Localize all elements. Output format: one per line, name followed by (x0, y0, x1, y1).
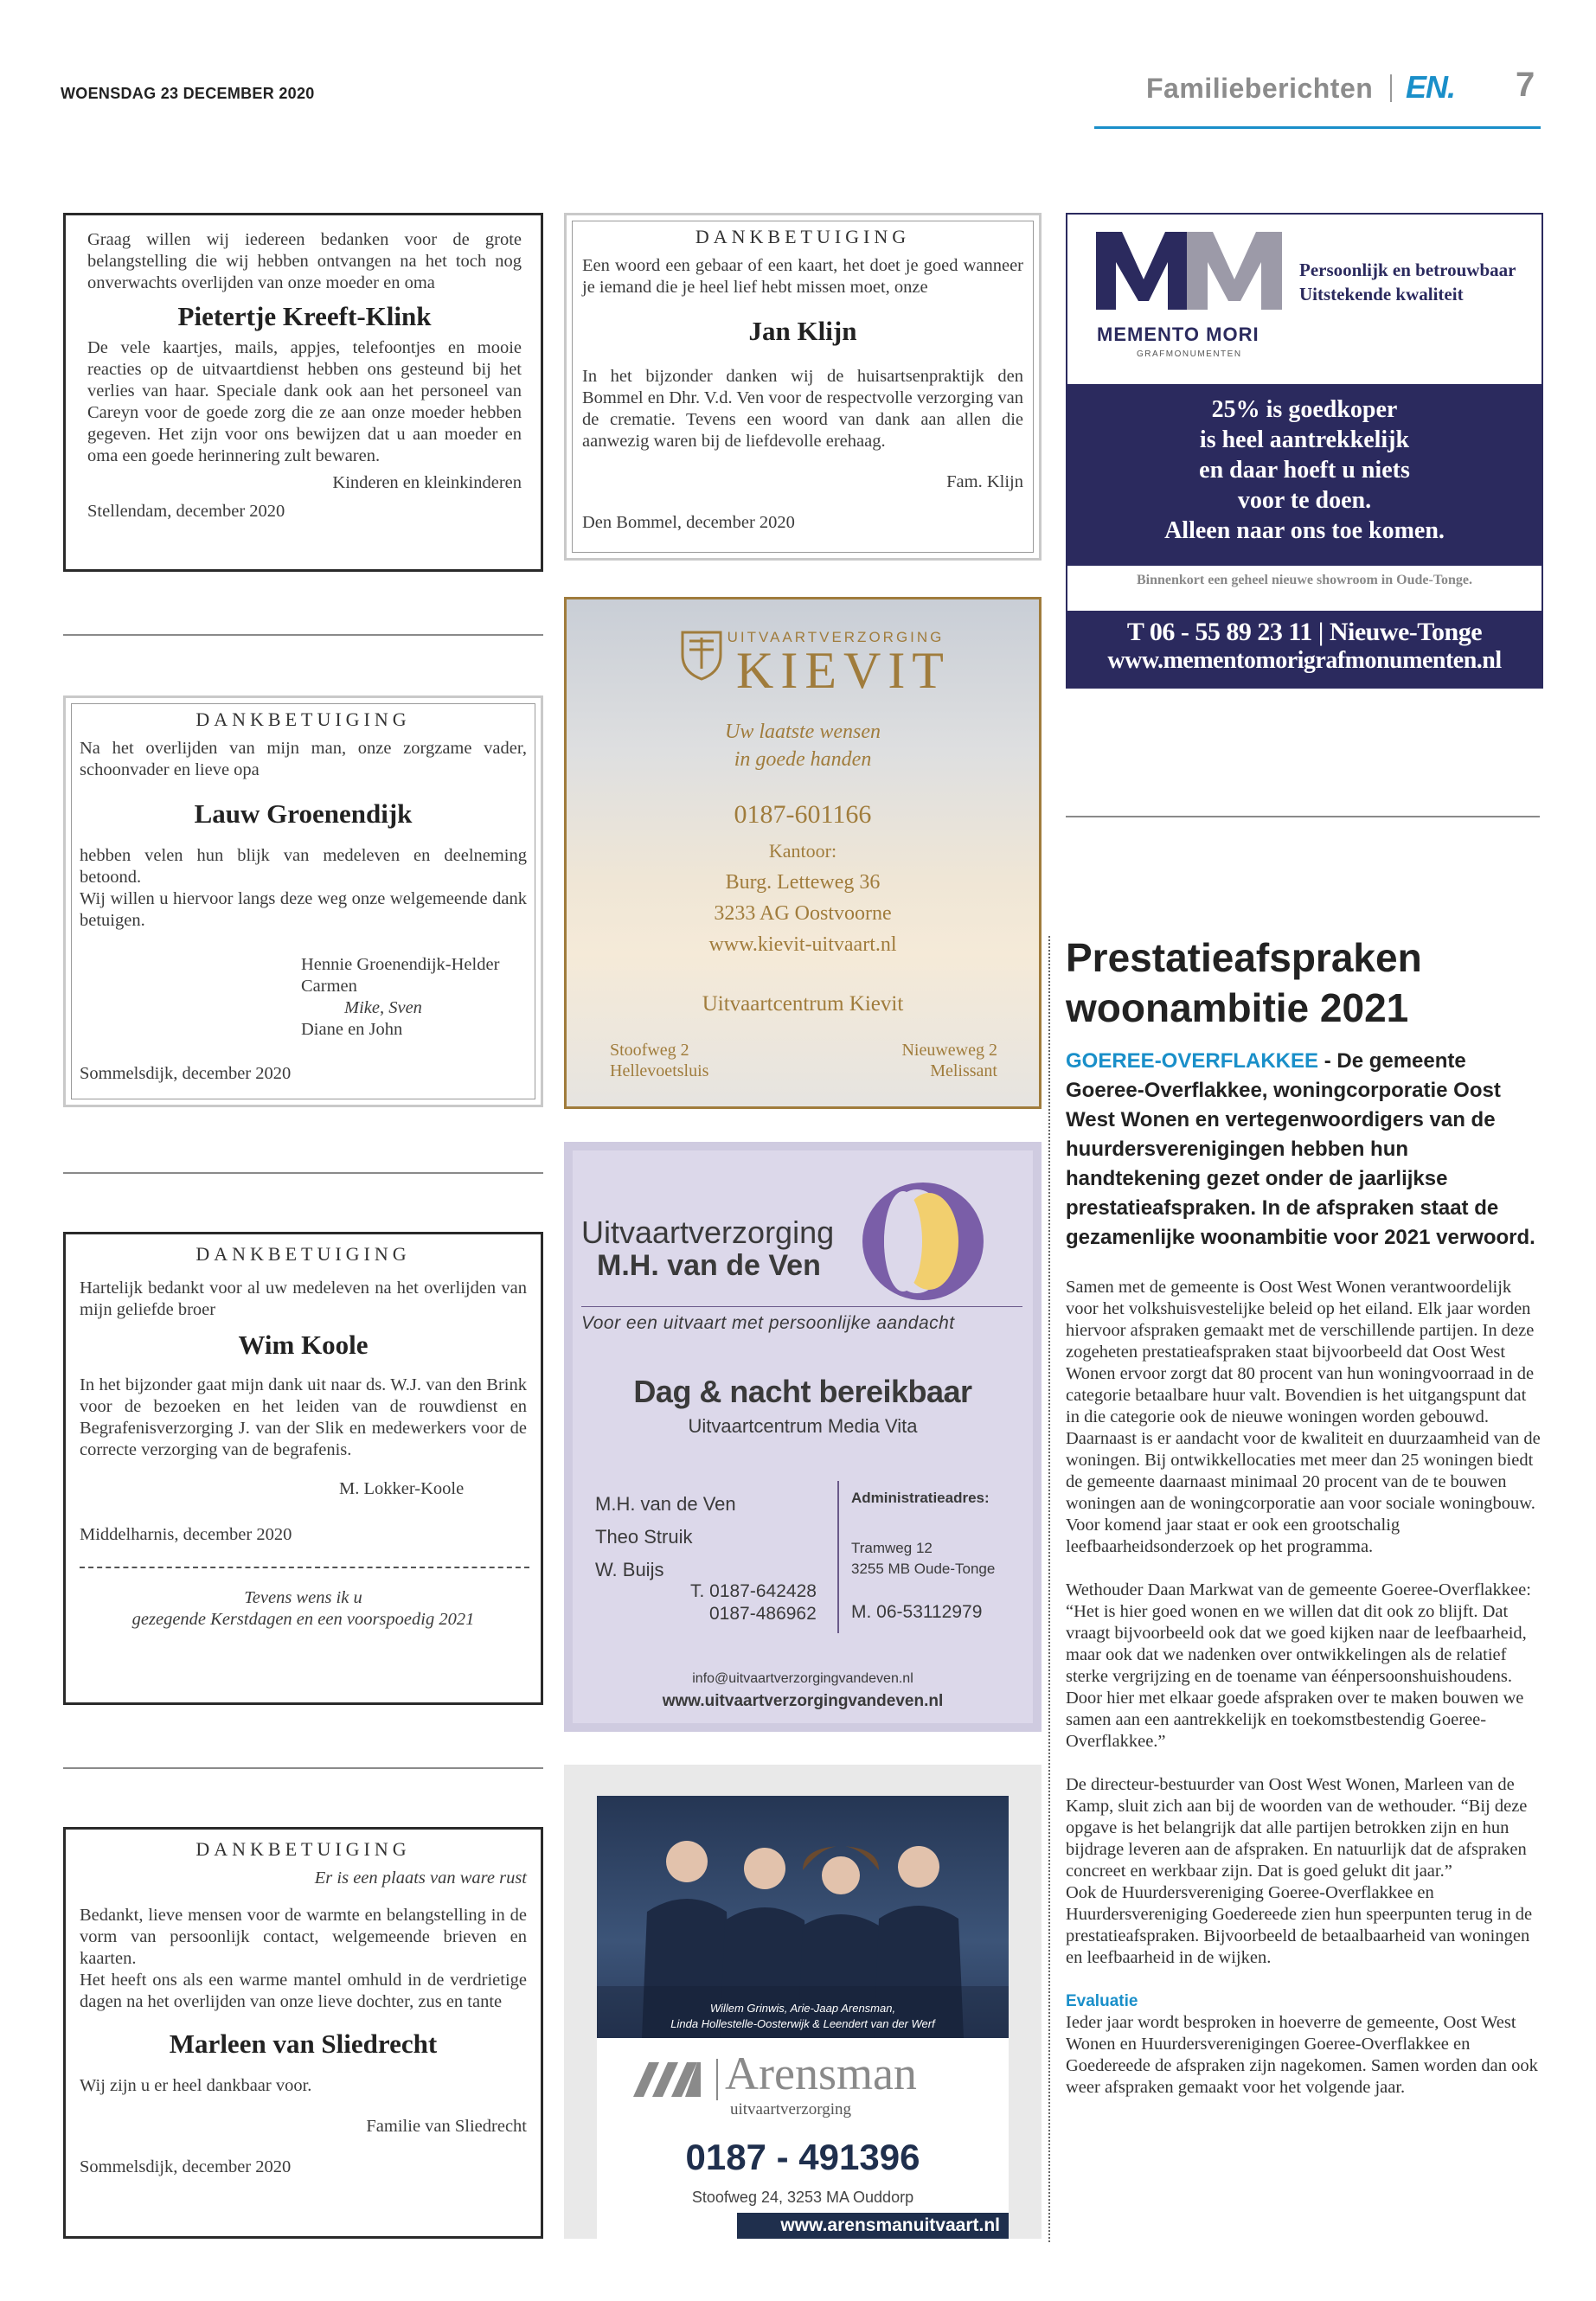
notice-place: Sommelsdijk, december 2020 (80, 1064, 292, 1083)
deceased-name: Marleen van Sliedrecht (169, 2029, 438, 2059)
notice-body: hebben velen hun blijk van medeleven en deelneming betoond. Wij willen u hiervoor langs deze weg onze welgemeende dank betuigen. (80, 846, 527, 930)
notice-body: De vele kaartjes, mails, appjes, telefoontjes en mooie reacties op de uitvaartdienst hebben ons gesteund bij het verlies van haar. Speciale dank ook aan het personeel van Careyn voor de goede zorg die ze aan onze moeder hebben gegeven. Het zijn voor ons bewijzen dat u aan moeder en oma een goede herinnering zult bewaren. (87, 338, 522, 465)
arensman-address: Stoofweg 24, 3253 MA Ouddorp (691, 2189, 914, 2206)
notice-wish: Tevens wens ik u (244, 1588, 362, 1607)
mm-claim1: Persoonlijk en betrouwbaar (1299, 260, 1516, 280)
article-paragraph: Samen met de gemeente is Oost West Wonen verantwoordelijk voor het volkshuisvestelijke beleid op het eiland. Elk jaar worden hiervoor afspraken gemaakt met de verschillende partijen. In deze zogeheten prestatieafspraken staat bijvoorbeeld dat Oost West Wonen ervoor zorgt dat 80 procent van hun woningvoorraad in de categorie betaalbare huur valt. Bovendien is het uitgangspunt dat in die categorie ook de nieuwe woningen worden gebouwd. Daarnaast is er aandacht voor de kwaliteit en duurzaamheid van de woningen. Bij ontwikkellocaties met meer dan 25 woningen biedt de gemeente daarnaast minimaal 20 procent van de te bouwen woningen aan de woningcorporatie aan voor sociale woningbouw. Voor komend jaar staat er ook een grootschalig leefbaarheidsonderzoek op het programma. (1066, 1278, 1541, 1556)
van-de-ven-phone: 0187-486962 (709, 1604, 817, 1624)
notice-koole (63, 1232, 543, 1705)
notice-heading: DANKBETUIGING (195, 708, 411, 730)
van-de-ven-headline: Dag & nacht bereikbaar (633, 1374, 972, 1409)
mm-web: www.mementomorigrafmonumenten.nl (1107, 647, 1502, 674)
mm-showroom: Binnenkort een geheel nieuwe showroom in Oude-Tonge. (1136, 573, 1473, 587)
ad-arensman (564, 1765, 1042, 2239)
header-section: Familieberichten (1146, 73, 1374, 104)
arensman-logo-icon (633, 2059, 711, 2100)
article-paragraph: Wethouder Daan Markwat van de gemeente Goeree-Overflakkee: “Het is hier goed wonen en we willen dat dit ook zo blijft. Dat vraagt bijvoorbeeld ook dat we goed kijken naar de leefbaarheid, maar ook dat we nadenken over ontwikkelingen als de relatief sterke vergrijzing en de toename van éénpersoonshuishoudens. Door hier met elkaar goede afspraken over te maken bouwen we samen aan een aantrekkelijk en toekomstbestendig Goeree-Overflakkee.” (1066, 1580, 1531, 1751)
notice-van-sliedrecht (63, 1827, 543, 2239)
van-de-ven-brand: M.H. van de Ven (597, 1249, 821, 1282)
deceased-name: Jan Klijn (748, 316, 857, 346)
column-rule (63, 634, 543, 636)
notice-body: In het bijzonder gaat mijn dank uit naar ds. W.J. van den Brink voor de bezoeken en het leiden van de rouwdienst en Begrafenisverzorging J. van der Slik en medewerkers voor de correcte verzorging van de begrafenis. (80, 1375, 527, 1459)
van-de-ven-logo-icon (858, 1178, 988, 1304)
notice-intro: Een woord een gebaar of een kaart, het doet je goed wanneer je iemand die je heel lief hebt missen moet, onze (582, 256, 1023, 297)
notice-groenendijk (63, 695, 543, 1107)
van-de-ven-brand: Uitvaartverzorging (581, 1215, 835, 1250)
van-de-ven-email[interactable]: info@uitvaartverzorgingvandeven.nl (692, 1671, 913, 1686)
article-lead-text: - De gemeente Goeree-Overflakkee, woningcorporatie Oost West Wonen en vertegenwoordigers van de huurdersverenigingen hebben hun handtekening gezet onder de jaarlijkse prestatieafspraken. In de afspraken staat de gezamenlijke woonambitie voor 2021 verwoord. (1066, 1049, 1535, 1249)
mm-line: Alleen naar ons toe komen. (1164, 517, 1445, 544)
header-date: WOENSDAG 23 DECEMBER 2020 (61, 85, 315, 102)
article-title: woonambitie 2021 (1066, 985, 1409, 1030)
article-dotted-rule (1048, 936, 1050, 2242)
article-lead (1066, 1047, 1542, 1253)
deceased-name: Pietertje Kreeft-Klink (177, 301, 432, 331)
notice-signature: Fam. Klijn (946, 472, 1023, 491)
kievit-location: Hellevoetsluis (610, 1061, 709, 1080)
article (1066, 933, 1542, 2099)
article-paragraph: De directeur-bestuurder van Oost West Wonen, Marleen van de Kamp, sluit zich aan bij de woorden van de wethouder. “Bij deze opgave is het belangrijk dat alle partijen betrokken zijn en hun bijdrage leveren aan de afspraken. En natuurlijk dat de afspraken concreet en werkbaar zijn. Dat is goed gelukt dit jaar.” Ook de Huurdersvereniging Goeree-Overflakkee en Huurdersvereniging Goedereede zien hun speerpunten terug in de prestatieafspraken. Bijvoorbeeld de betaalbaarheid van woningen en leefbaarheid in de wijken. (1066, 1775, 1533, 1967)
van-de-ven-tagline: Voor een uitvaart met persoonlijke aandacht (581, 1313, 955, 1333)
notice-body: In het bijzonder danken wij de huisartsenpraktijk den Bommel en Dhr. V.d. Ven voor de respectvolle verzorging van de crematie. Tevens een woord van dank aan allen die aanwezig waren bij de liefdevolle erehaag. (582, 367, 1023, 451)
mm-offer-panel (1067, 384, 1542, 566)
contact-divider (837, 1481, 839, 1633)
ad-kievit (564, 597, 1042, 1109)
kievit-crest-icon (677, 625, 726, 681)
logo-divider (716, 2059, 718, 2100)
notice-signature: Hennie Groenendijk-Helder (301, 955, 500, 974)
deceased-name: Wim Koole (238, 1330, 369, 1360)
kievit-web[interactable]: www.kievit-uitvaart.nl (708, 933, 897, 956)
mm-brand: MEMENTO MORI (1097, 324, 1259, 345)
arensman-phone: 0187 - 491396 (685, 2137, 920, 2177)
arensman-photo (597, 1796, 1009, 2038)
arensman-caption: Linda Hollestelle-Oosterwijk & Leendert van der Werf (670, 2017, 935, 2030)
kievit-office-label: Kantoor: (768, 840, 837, 862)
mm-sub: GRAFMONUMENTEN (1137, 349, 1242, 359)
article-paragraph: Ieder jaar wordt besproken in hoeverre de gemeente, Oost West Wonen en Huurdersverenigingen Goeree-Overflakkee en Goedereede de afspraken zijn nagekomen. Samen worden dan ook weer afspraken gemaakt voor het volgende jaar. (1066, 2013, 1538, 2097)
kievit-slogan: Uw laatste wensen (725, 721, 881, 743)
mm-line: en daar hoeft u niets (1199, 457, 1410, 484)
notice-motto: Er is een plaats van ware rust (314, 1868, 527, 1888)
column-rule (63, 1767, 543, 1769)
notice-place: Sommelsdijk, december 2020 (80, 2157, 292, 2176)
van-de-ven-admin-street: Tramweg 12 (851, 1540, 933, 1556)
mm-line: voor te doen. (1237, 487, 1372, 514)
notice-body: Bedankt, lieve mensen voor de warmte en belangstelling in de vorm van persoonlijk contact, welgemeende brieven en kaarten. Het heeft ons als een warme mantel omhuld in de verdrietige dagen na het overlijden van onze lieve dochter, zus en tante (80, 1906, 527, 2011)
van-de-ven-phone: T. 0187-642428 (690, 1581, 817, 1601)
kievit-brand: KIEVIT (736, 642, 951, 699)
van-de-ven-admin-city: 3255 MB Oude-Tonge (851, 1561, 996, 1577)
mm-line: is heel aantrekkelijk (1199, 426, 1410, 453)
tagline-rule (581, 1306, 1022, 1307)
van-de-ven-web[interactable]: www.uitvaartverzorgingvandeven.nl (662, 1692, 944, 1710)
page-number: 7 (1516, 66, 1535, 104)
deceased-name: Lauw Groenendijk (194, 798, 413, 829)
van-de-ven-person: Theo Struik (595, 1526, 693, 1548)
newspaper-logo: EN. (1406, 69, 1456, 105)
notice-intro: Na het overlijden van mijn man, onze zorgzame vader, schoonvader en lieve opa (80, 739, 527, 779)
arensman-web[interactable]: www.arensmanuitvaart.nl (780, 2215, 1000, 2235)
column-rule (63, 1172, 543, 1174)
arensman-sub: uitvaartverzorging (730, 2100, 851, 2118)
notice-signature: Carmen (301, 977, 357, 996)
mm-phone: T 06 - 55 89 23 11 | Nieuwe-Tonge (1126, 618, 1483, 646)
notice-signature: Familie van Sliedrecht (366, 2117, 527, 2136)
kievit-centre: Uitvaartcentrum Kievit (702, 992, 904, 1016)
kievit-location: Nieuweweg 2 (901, 1041, 997, 1060)
dashed-divider (80, 1567, 529, 1568)
notice-heading: DANKBETUIGING (695, 226, 911, 247)
van-de-ven-person: M.H. van de Ven (595, 1493, 736, 1515)
notice-place: Middelharnis, december 2020 (80, 1525, 292, 1544)
notice-wish: gezegende Kerstdagen en een voorspoedig 2021 (131, 1610, 475, 1629)
notice-signature: M. Lokker-Koole (339, 1479, 465, 1498)
notice-place: Den Bommel, december 2020 (582, 513, 795, 532)
kievit-city: 3233 AG Oostvoorne (714, 902, 892, 925)
header-rule (1094, 126, 1541, 129)
header-divider (1390, 74, 1392, 102)
notice-kreeft-klink (63, 213, 543, 572)
notice-intro: Hartelijk bedankt voor al uw medeleven na het overlijden van mijn geliefde broer (80, 1279, 527, 1319)
kievit-street: Burg. Letteweg 36 (725, 871, 881, 894)
notice-signature: Diane en John (301, 1020, 403, 1039)
kievit-location: Melissant (930, 1061, 997, 1080)
notice-heading: DANKBETUIGING (195, 1838, 411, 1860)
kievit-location: Stoofweg 2 (610, 1041, 689, 1060)
arensman-brand: Arensman (725, 2048, 917, 2099)
kievit-top: UITVAARTVERZORGING (727, 629, 945, 645)
notice-thanks: Wij zijn u er heel dankbaar voor. (80, 2076, 312, 2095)
van-de-ven-person: W. Buijs (595, 1559, 664, 1580)
mm-logo (1092, 223, 1291, 318)
arensman-caption: Willem Grinwis, Arie-Jaap Arensman, (709, 2002, 896, 2015)
kievit-phone: 0187-601166 (734, 800, 872, 829)
mm-line: 25% is goedkoper (1211, 396, 1398, 423)
notice-heading: DANKBETUIGING (195, 1243, 411, 1265)
mm-claim2: Uitstekende kwaliteit (1299, 284, 1464, 304)
ad-van-de-ven (564, 1142, 1042, 1732)
mm-contact-panel (1067, 611, 1542, 687)
van-de-ven-admin-label: Administratieadres: (851, 1490, 990, 1506)
notice-klijn (564, 213, 1042, 561)
column-rule (1066, 816, 1540, 817)
article-dateline: GOEREE-OVERFLAKKEE (1066, 1049, 1319, 1073)
van-de-ven-centre: Uitvaartcentrum Media Vita (688, 1415, 918, 1437)
notice-signature: Kinderen en kleinkinderen (332, 473, 522, 492)
notice-signature: Mike, Sven (344, 998, 422, 1017)
notice-intro: Graag willen wij iedereen bedanken voor de grote belangstelling die wij hebben ontvangen na het toch nog onverwachts overlijden van onze moeder en oma (87, 230, 522, 292)
van-de-ven-mobile: M. 06-53112979 (851, 1602, 983, 1622)
notice-place: Stellendam, december 2020 (87, 502, 285, 521)
ad-memento-mori (1066, 213, 1543, 689)
kievit-slogan: in goede handen (734, 748, 872, 771)
article-subhead: Evaluatie (1066, 1992, 1138, 2010)
article-title: Prestatieafspraken (1066, 935, 1422, 980)
